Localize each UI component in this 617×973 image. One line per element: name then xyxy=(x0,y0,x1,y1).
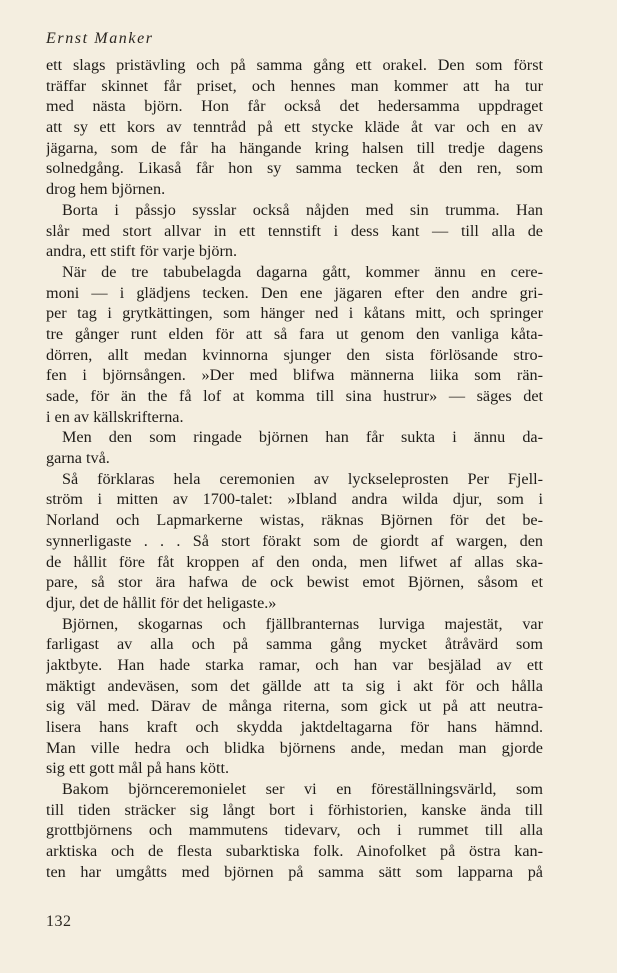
text-line: till tiden sträcker sig långt bort i förhistorien, kanske ända till xyxy=(46,800,543,819)
text-line: moni — i glädjens tecken. Den ene jägaren efter den andre gri- xyxy=(46,283,543,302)
text-line: ström i mitten av 1700-talet: »Ibland andra wilda djur, som i xyxy=(46,490,543,509)
text-line: de hållit före fåt kroppen af den onda, men lifwet af allas ska- xyxy=(46,552,543,571)
text-line: När de tre tabubelagda dagarna gått, kommer ännu en cere- xyxy=(62,262,543,281)
text-line: sade, för än the få lof at komma till sina hustrur» — säges det xyxy=(46,387,543,405)
text-line: djur, det de hållit för det heligaste.» xyxy=(46,593,277,612)
text-line: pare, så stor ära hafwa de ock bewist emot Björnen, såsom et xyxy=(46,573,543,592)
text-line: Men den som ringade björnen han får sukta i ännu da- xyxy=(62,428,543,447)
text-line: solnedgång. Likaså får hon sy samma tecken åt den ren, som xyxy=(46,159,543,178)
running-head: Ernst Manker xyxy=(46,30,154,47)
text-line: dörren, allt medan kvinnorna sjunger den sista förlösande stro- xyxy=(46,345,543,364)
text-line: drog hem björnen. xyxy=(46,180,166,199)
text-line: sig ett gott mål på hans kött. xyxy=(46,759,229,778)
text-line: Bakom björnceremonielet ser vi en föreställningsvärld, som xyxy=(62,780,543,799)
body-text xyxy=(46,55,543,883)
text-line: att sy ett kors av tenntråd på ett stycke kläde åt var och en av xyxy=(46,118,543,137)
text-line: ten har umgåtts med björnen på samma sätt som lapparna på xyxy=(46,862,543,881)
text-line: farligast av alla och på samma gång mycket åtråvärd som xyxy=(46,635,543,654)
text-line: lisera hans kraft och skydda jaktdeltagarna för hans hämnd. xyxy=(46,718,543,736)
text-line: med nästa björn. Hon får också det hedersamma uppdraget xyxy=(46,97,543,116)
text-line: arktiska och de flesta subarktiska folk. Ainofolket på östra kan- xyxy=(46,842,543,861)
text-line: i en av källskrifterna. xyxy=(46,407,184,426)
text-line: ett slags pristävling och på samma gång ett orakel. Den som först xyxy=(46,56,543,74)
text-line: träffar skinnet får priset, och hennes man kommer att ha tur xyxy=(46,76,543,95)
text-line: jägarna, som de får ha hängande kring halsen till tredje dagens xyxy=(46,138,543,157)
text-line: grottbjörnens och mammutens tidevarv, och i rummet till alla xyxy=(46,821,543,840)
text-line: jaktbyte. Han hade starka ramar, och han var besjälad av ett xyxy=(46,655,543,674)
text-line: tre gånger runt elden för att så fara ut genom den vanliga kåta- xyxy=(46,324,543,343)
text-line: Borta i påssjo sysslar också nåjden med sin trumma. Han xyxy=(62,200,543,219)
text-line: per tag i grytkättingen, som hänger ned i kåtans mitt, och springer xyxy=(46,304,543,323)
text-line: fen i björnsången. »Der med blifwa männerna liika som rän- xyxy=(46,366,543,385)
page-number: 132 xyxy=(46,913,72,930)
text-line: Björnen, skogarnas och fjällbranternas lurviga majestät, var xyxy=(62,614,543,633)
text-line: slår med stort allvar in ett tennstift i dess kant — till alla de xyxy=(46,221,543,240)
text-line: synnerligaste . . . Så stort förakt som de giordt af wargen, den xyxy=(46,531,543,550)
text-line: andra, ett stift för varje björn. xyxy=(46,242,238,261)
text-line: Så förklaras hela ceremonien av lyckseleprosten Per Fjell- xyxy=(62,469,543,488)
text-line: Man ville hedra och blidka björnens ande, medan man gjorde xyxy=(46,738,543,757)
text-line: mäktigt andeväsen, som det gällde att ta sig i akt för och hålla xyxy=(46,676,543,695)
text-line: Norland och Lapmarkerne wistas, räknas Björnen för det be- xyxy=(46,511,543,530)
text-line: sig väl med. Därav de många riterna, som gick ut på att neutra- xyxy=(46,697,543,716)
text-line: garna två. xyxy=(46,449,110,468)
